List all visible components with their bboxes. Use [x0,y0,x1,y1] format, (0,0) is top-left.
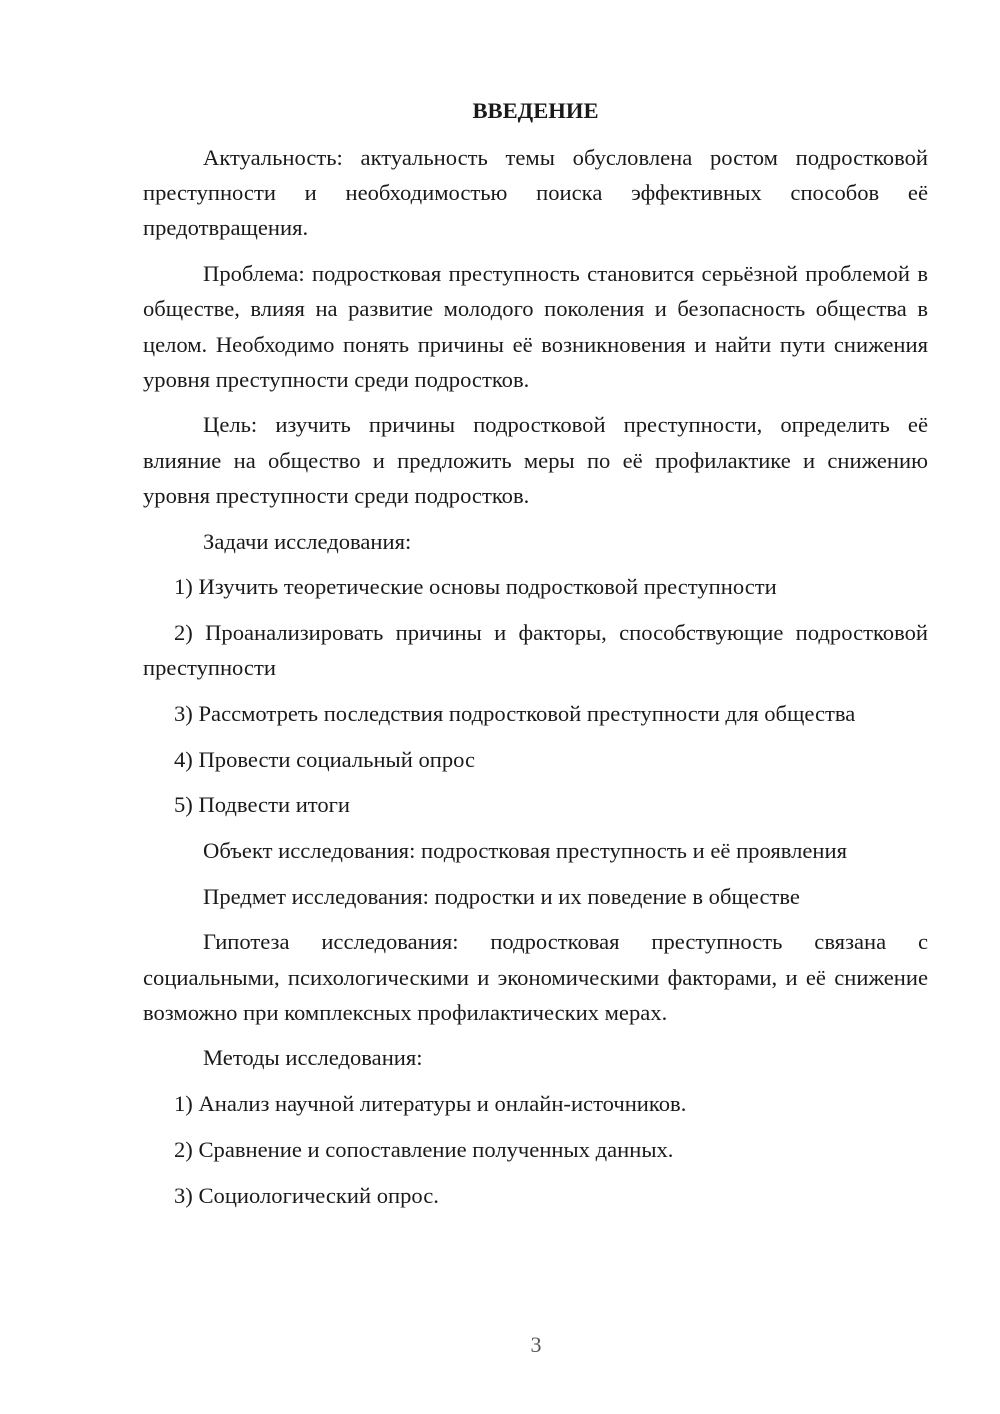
task-item: 1) Изучить теоретические основы подростковой преступности [174,574,777,600]
method-item: 1) Анализ научной литературы и онлайн-источников. [174,1091,687,1117]
method-item: 2) Сравнение и сопоставление полученных данных. [174,1136,674,1162]
methods-heading: Методы исследования: [203,1045,423,1071]
subject-paragraph: Предмет исследования: подростки и их поведение в обществе [203,883,800,909]
object-paragraph: Объект исследования: подростковая преступность и её проявления [203,837,847,863]
task-item: 5) Подвести итоги [174,792,351,818]
task-item: 2) Проанализировать причины и факторы, способствующие подростковой преступности [143,619,928,681]
document-body [143,92,928,1223]
task-item: 4) Провести социальный опрос [174,746,476,772]
task-item: 3) Рассмотреть последствия подростковой преступности для общества [174,700,856,726]
section-title: ВВЕДЕНИЕ [472,98,599,123]
goal-paragraph: Цель: изучить причины подростковой преступности, определить её влияние на общество и предложить меры по её профилактике и снижению уровня преступности среди подростков. [143,412,928,508]
hypothesis-paragraph: Гипотеза исследования: подростковая преступность связана с социальными, психологическими и экономическими факторами, и её снижение возможно при комплексных профилактических мерах. [143,929,928,1025]
method-item: 3) Социологический опрос. [174,1182,439,1208]
tasks-heading: Задачи исследования: [203,528,412,554]
relevance-paragraph: Актуальность: актуальность темы обусловлена ростом подростковой преступности и необходимостью поиска эффективных способов её предотвращения. [143,145,928,241]
problem-paragraph: Проблема: подростковая преступность становится серьёзной проблемой в обществе, влияя на развитие молодого поколения и безопасность общества в целом. Необходимо понять причины её возникновения и найти пути снижения уровня преступности среди подростков. [143,261,928,392]
page-number: 3 [530,1332,542,1357]
